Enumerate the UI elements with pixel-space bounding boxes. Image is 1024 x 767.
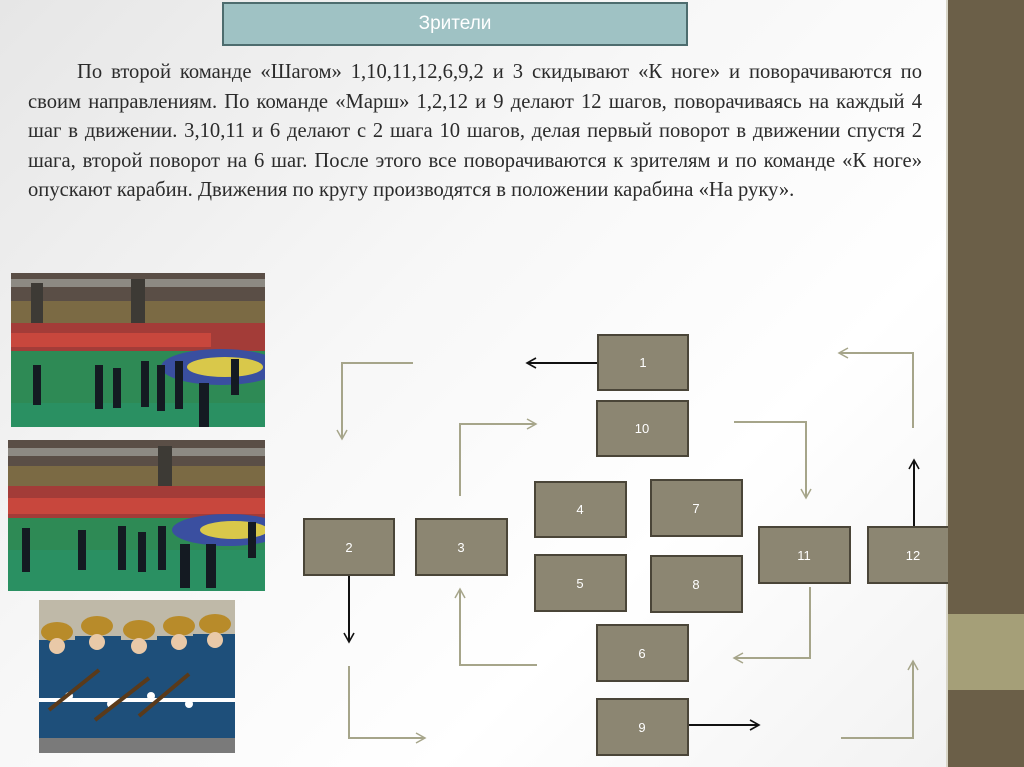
node-2-label: 2 xyxy=(345,540,353,555)
node-8-label: 8 xyxy=(692,577,700,592)
node-11-label: 11 xyxy=(797,548,811,563)
node-4-label: 4 xyxy=(576,502,584,517)
node-5 xyxy=(535,555,626,611)
node-5-label: 5 xyxy=(576,576,584,591)
node-9-label: 9 xyxy=(638,720,646,735)
node-1-label: 1 xyxy=(639,355,647,370)
node-10-label: 10 xyxy=(634,421,650,436)
path-arrow-top-left xyxy=(342,363,413,438)
node-1 xyxy=(598,335,688,390)
node-3-label: 3 xyxy=(457,540,465,555)
node-10 xyxy=(597,401,688,456)
node-4 xyxy=(535,482,626,537)
instruction-paragraph: По второй команде «Шагом» 1,10,11,12,6,9,2 и 3 скидывают «К ноге» и поворачиваются по своим направлениям. По команде «Марш» 1,2,12 и 9 делают 12 шагов, поворачиваясь на каждый 4 шаг в движении. 3,10,11 и 6 делают с 2 шага 10 шагов, делая первый поворот в движении спустя 2 шага, второй поворот на 6 шаг. После этого все поворачиваются к зрителям и по команде «К ноге» опускают карабин. Движения по кругу производятся в положении карабина «На руку». xyxy=(28,61,922,202)
path-arrow-11-to-6 xyxy=(735,587,810,658)
path-arrow-10-to-11 xyxy=(734,422,806,497)
node-11 xyxy=(759,527,850,583)
path-arrow-3-down xyxy=(460,590,537,665)
node-12-label: 12 xyxy=(905,548,921,563)
path-arrow-bottom-right xyxy=(841,662,913,738)
node-3 xyxy=(416,519,507,575)
node-8 xyxy=(651,556,742,612)
node-2 xyxy=(304,519,394,575)
node-12 xyxy=(868,527,948,583)
node-7-label: 7 xyxy=(692,501,700,516)
node-6-label: 6 xyxy=(638,646,646,661)
node-7 xyxy=(651,480,742,536)
path-arrow-center-up xyxy=(460,424,535,496)
path-arrow-bottom-left xyxy=(349,666,424,738)
slide-title-text: Зрители xyxy=(418,13,492,34)
node-9 xyxy=(597,699,688,755)
node-6 xyxy=(597,625,688,681)
side-panel-accent xyxy=(948,614,1024,690)
path-arrow-top-right xyxy=(840,353,913,428)
